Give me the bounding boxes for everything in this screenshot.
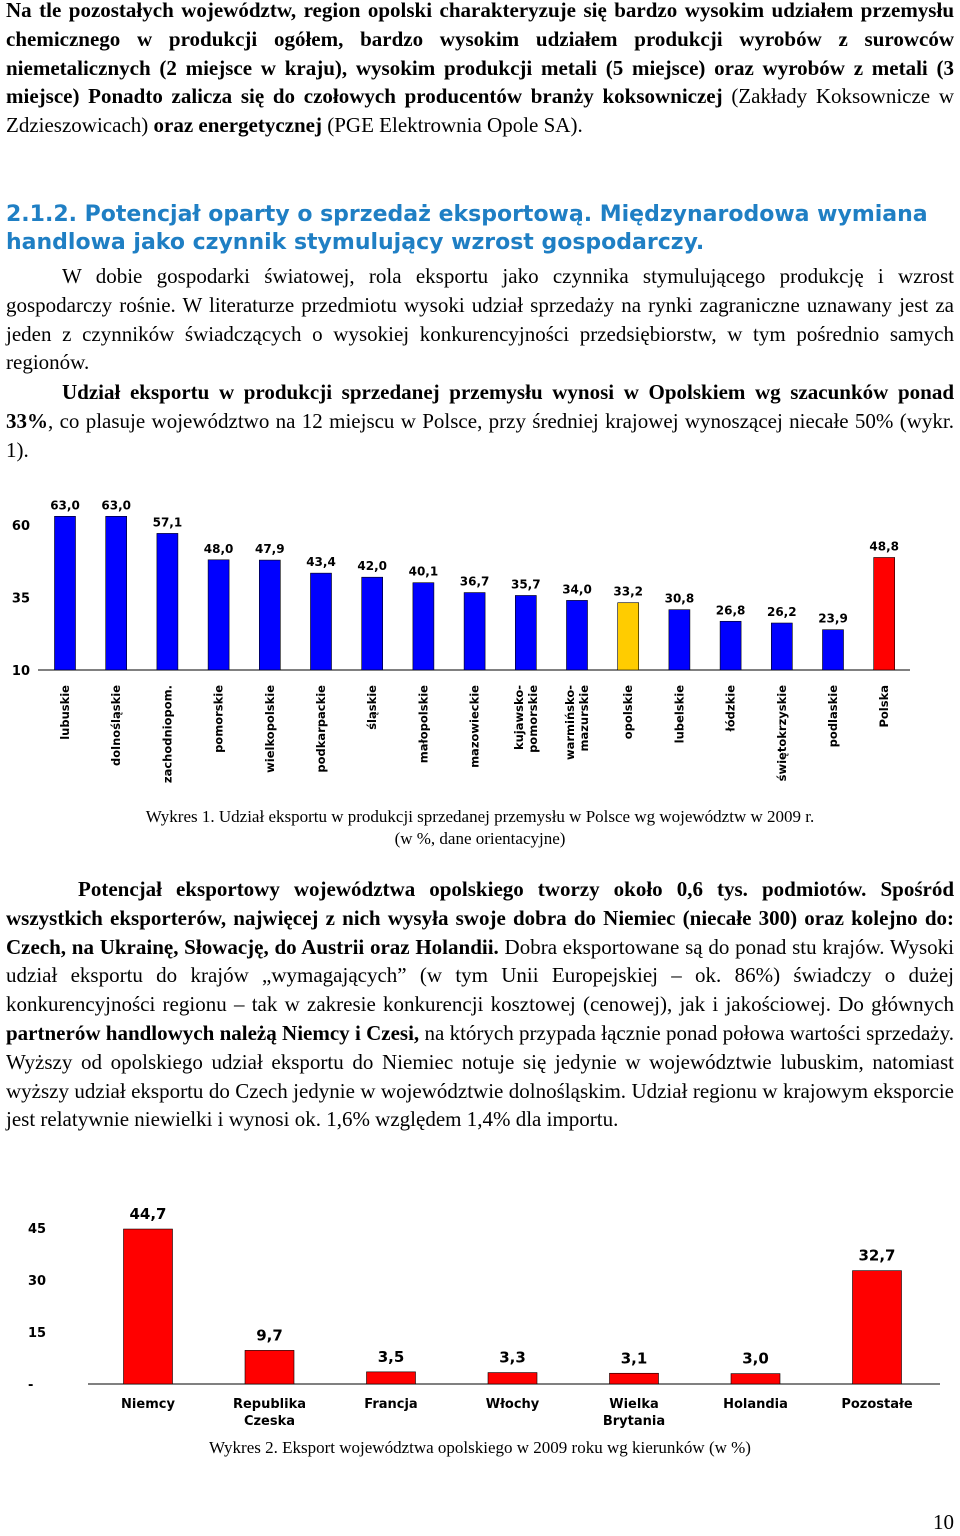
chart1-category-label-line: małopolskie <box>416 685 431 764</box>
chart1-category-label-line: opolskie <box>621 685 636 740</box>
chart2-category-label: Pozostałe <box>841 1397 913 1412</box>
chart2-value-label: 3,5 <box>377 1347 405 1366</box>
chart1-value-label: 47,9 <box>254 542 285 557</box>
chart1-caption-line1: Wykres 1. Udział eksportu w produkcji sprzedanej przemysłu w Polsce wg województw w 2009 r. <box>145 807 815 826</box>
chart-export-by-destination <box>0 1196 960 1434</box>
chart1-bar <box>669 610 690 670</box>
chart1-category-label-line: zachodniopom. <box>160 685 175 784</box>
chart1-value-label: 36,7 <box>459 574 490 589</box>
chart1-category-label-line: łódzkie <box>723 685 738 732</box>
chart1-bar <box>874 557 895 670</box>
chart1-bar <box>515 595 536 670</box>
chart1-value-label: 42,0 <box>357 559 388 574</box>
chart1-bar <box>106 516 127 670</box>
chart2-bar <box>367 1372 416 1384</box>
chart1-category-label <box>365 685 379 730</box>
chart1-category-label-line: pomorskie <box>525 685 540 753</box>
chart2-category-label: Wielka <box>609 1397 659 1412</box>
chart1-category-label-line: lubelskie <box>672 685 687 744</box>
chart2-category-label: Czeska <box>243 1414 296 1429</box>
export-share-paragraph <box>6 378 954 464</box>
chart1-value-label: 26,2 <box>766 605 797 620</box>
chart2-bar <box>853 1271 902 1384</box>
chart1-bar <box>464 593 485 670</box>
chart1-value-label: 40,1 <box>408 564 439 579</box>
chart2-category-label: Brytania <box>602 1414 666 1429</box>
intro-bold-text-2: oraz energetycznej <box>153 113 322 138</box>
chart1-value-label: 48,0 <box>203 541 234 556</box>
chart2-value-label: 3,3 <box>499 1348 526 1367</box>
chart1-category-label-line: warmińsko- <box>563 685 577 761</box>
intro-paragraph <box>6 0 954 140</box>
intro-bold-text: Na tle pozostałych województw, region opolski charakteryzuje się bardzo wysokim udziałem przemysłu chemicznego w produkcji ogółem, bardzo wysokim udziałem produkcji wyrobów z surowców niemetalicznych (2 miejsce w kraju), wysokim produkcji metali (5 miejsce) oraz wyrobów z metali (3 miejsce) Ponadto zalicza się do czołowych producentów branży koksowniczej <box>6 0 954 109</box>
chart2-y-tick-label: 15 <box>28 1326 47 1341</box>
chart1-y-tick-label: 60 <box>11 519 30 534</box>
export-role-text: W dobie gospodarki światowej, rola eksportu jako czynnika stymulującego produkcję i wzrost gospodarczy rośnie. W literaturze przedmiotu wysoki udział sprzedaży na rynki zagraniczne uznawany jest za jeden z czynników świadczących o wysokiej konkurencyjności przedsiębiorstw, w tym pośrednio samych regionów. <box>6 264 954 375</box>
chart1-category-label-line: Polska <box>877 685 892 728</box>
export-potential-text: Dobra eksportowane są do ponad stu krajów. Wysoki udział eksportu do krajów „wymagających” (w tym Unii Europejskiej – ok. 86%) świadczy o dużej konkurencyjności regionu – tak w zakresie konkurencji kosztowej (cenowej), jak i jakościowej. Do głównych <box>6 934 954 1017</box>
chart1-category-label-line: mazurskie <box>577 685 591 752</box>
chart1-bar <box>823 630 844 670</box>
chart1-value-label: 63,0 <box>50 498 80 513</box>
export-potential-text-2: na których przypada łącznie ponad połowa wartości sprzedaży. Wyższy od opolskiego udział eksportu do Niemiec notuje się jedynie w województwie lubuskim, natomiast wyższy udział eksportu do Czech jedynie w województwie dolnośląskim. Udział regionu w krajowym eksporcie jest relatywnie niewielki i wynosi ok. 1,6% względem 1,4% dla importu. <box>6 1020 954 1132</box>
chart2-category-label: Włochy <box>485 1397 540 1412</box>
chart1-category-label <box>416 685 430 763</box>
chart1-bar <box>618 603 639 670</box>
chart2-bar <box>124 1229 173 1384</box>
chart2-bar <box>731 1374 780 1384</box>
chart1-bar <box>208 560 229 670</box>
chart2-category-label: Niemcy <box>121 1397 175 1412</box>
chart1-value-label: 26,8 <box>715 603 746 618</box>
chart2-y-tick-label: - <box>28 1378 34 1393</box>
chart2-caption: Wykres 2. Eksport województwa opolskiego w 2009 roku wg kierunków (w %) <box>209 1438 751 1457</box>
chart1-category-label <box>563 685 591 760</box>
chart1-category-label <box>468 685 482 768</box>
chart2-value-label: 3,1 <box>620 1349 648 1368</box>
page-number: 10 <box>933 1510 954 1534</box>
chart1-category-label-line: podkarpackie <box>314 685 328 773</box>
chart1-value-label: 48,8 <box>869 539 900 554</box>
chart1-value-label: 30,8 <box>664 591 695 606</box>
chart1-category-label <box>58 685 72 740</box>
chart1-bar <box>157 533 178 670</box>
export-potential-paragraph <box>6 875 954 1134</box>
chart1-value-label: 34,0 <box>562 582 592 597</box>
export-share-text: , co plasuje województwo na 12 miejscu w Polsce, przy średniej krajowej wynoszącej niecałe 50% (wykr. 1). <box>6 408 954 462</box>
chart1-category-label-line: śląskie <box>365 685 380 730</box>
chart1-category-label <box>314 685 328 773</box>
intro-text-2: (Zakłady Koksownicze w Zdzieszowicach) <box>6 84 954 138</box>
chart2-bar <box>488 1373 537 1384</box>
chart2-value-label: 44,7 <box>129 1205 167 1224</box>
chart-export-share-by-voivodeship <box>0 480 960 810</box>
chart1-y-tick-label: 35 <box>11 591 30 607</box>
chart1-category-label-line: pomorskie <box>211 685 226 753</box>
chart1-category-label-line: dolnośląskie <box>109 685 124 766</box>
chart1-category-label <box>877 685 891 728</box>
chart1-bar <box>55 516 76 670</box>
chart1-y-tick-label: 10 <box>11 664 30 679</box>
chart1-value-label: 35,7 <box>510 577 541 592</box>
export-share-bold: Udział eksportu w produkcji sprzedanej przemysłu wynosi w Opolskiem wg szacunków ponad 33% <box>6 380 954 433</box>
section-heading: 2.1.2. Potencjał oparty o sprzedaż eksportową. Międzynarodowa wymiana handlowa jako czynnik stymulujący wzrost gospodarczy. <box>6 202 928 255</box>
intro-text-4: (PGE Elektrownia Opole SA). <box>322 113 583 138</box>
chart1-bar <box>567 600 588 670</box>
chart1-value-label: 23,9 <box>818 611 848 626</box>
chart2-value-label: 3,0 <box>742 1349 769 1368</box>
chart1-category-label <box>160 685 174 783</box>
chart1-bar <box>311 573 332 670</box>
chart1-category-label <box>672 685 686 744</box>
chart1-category-label-line: podlaskie <box>826 685 840 748</box>
trade-partners-bold: partnerów handlowych należą Niemcy i Czesi, <box>6 1020 420 1045</box>
export-role-paragraph <box>6 262 954 377</box>
chart2-value-label: 9,7 <box>256 1326 283 1345</box>
chart2-category-label: Francja <box>364 1397 418 1412</box>
chart1-category-label <box>512 685 540 753</box>
chart1-bar <box>720 621 741 670</box>
chart1-bar <box>259 560 280 670</box>
chart1-value-label: 33,2 <box>613 584 644 599</box>
chart1-category-label-line: wielkopolskie <box>262 685 277 773</box>
chart1-category-label <box>775 685 789 782</box>
chart1-category-label <box>826 685 840 748</box>
chart2-y-tick-label: 30 <box>28 1274 47 1289</box>
chart1-category-label-line: lubuskie <box>58 685 72 740</box>
chart1-bar <box>771 623 792 670</box>
chart2-bar <box>245 1350 294 1384</box>
chart1-bar <box>413 583 434 670</box>
chart1-caption <box>0 806 960 850</box>
chart1-category-label <box>263 685 277 773</box>
chart1-value-label: 63,0 <box>101 498 132 513</box>
chart1-value-label: 43,4 <box>306 555 336 570</box>
chart2-value-label: 32,7 <box>858 1246 896 1265</box>
chart1-category-label <box>724 685 738 733</box>
chart2-category-label: Republika <box>232 1397 307 1412</box>
chart1-category-label <box>212 685 226 753</box>
chart2-bar <box>610 1373 659 1384</box>
chart1-bar <box>362 577 383 670</box>
chart2-category-label: Holandia <box>723 1397 788 1412</box>
chart1-category-label <box>109 685 123 766</box>
chart1-caption-line2: (w %, dane orientacyjne) <box>394 829 566 848</box>
chart1-category-label-line: mazowieckie <box>467 685 482 768</box>
chart2-y-tick-label: 45 <box>28 1222 47 1237</box>
chart1-value-label: 57,1 <box>152 515 183 530</box>
chart1-category-label-line: kujawsko- <box>511 685 526 751</box>
chart1-category-label-line: świętokrzyskie <box>774 685 789 782</box>
chart1-category-label <box>621 685 635 739</box>
export-potential-bold: Potencjał eksportowy województwa opolskiego tworzy około 0,6 tys. podmiotów. Spośród wszystkich eksporterów, najwięcej z nich wysyła swoje dobra do Niemiec (niecałe 300) oraz kolejno do: Czech, na Ukrainę, Słowację, do Austrii oraz Holandii. <box>6 877 954 959</box>
